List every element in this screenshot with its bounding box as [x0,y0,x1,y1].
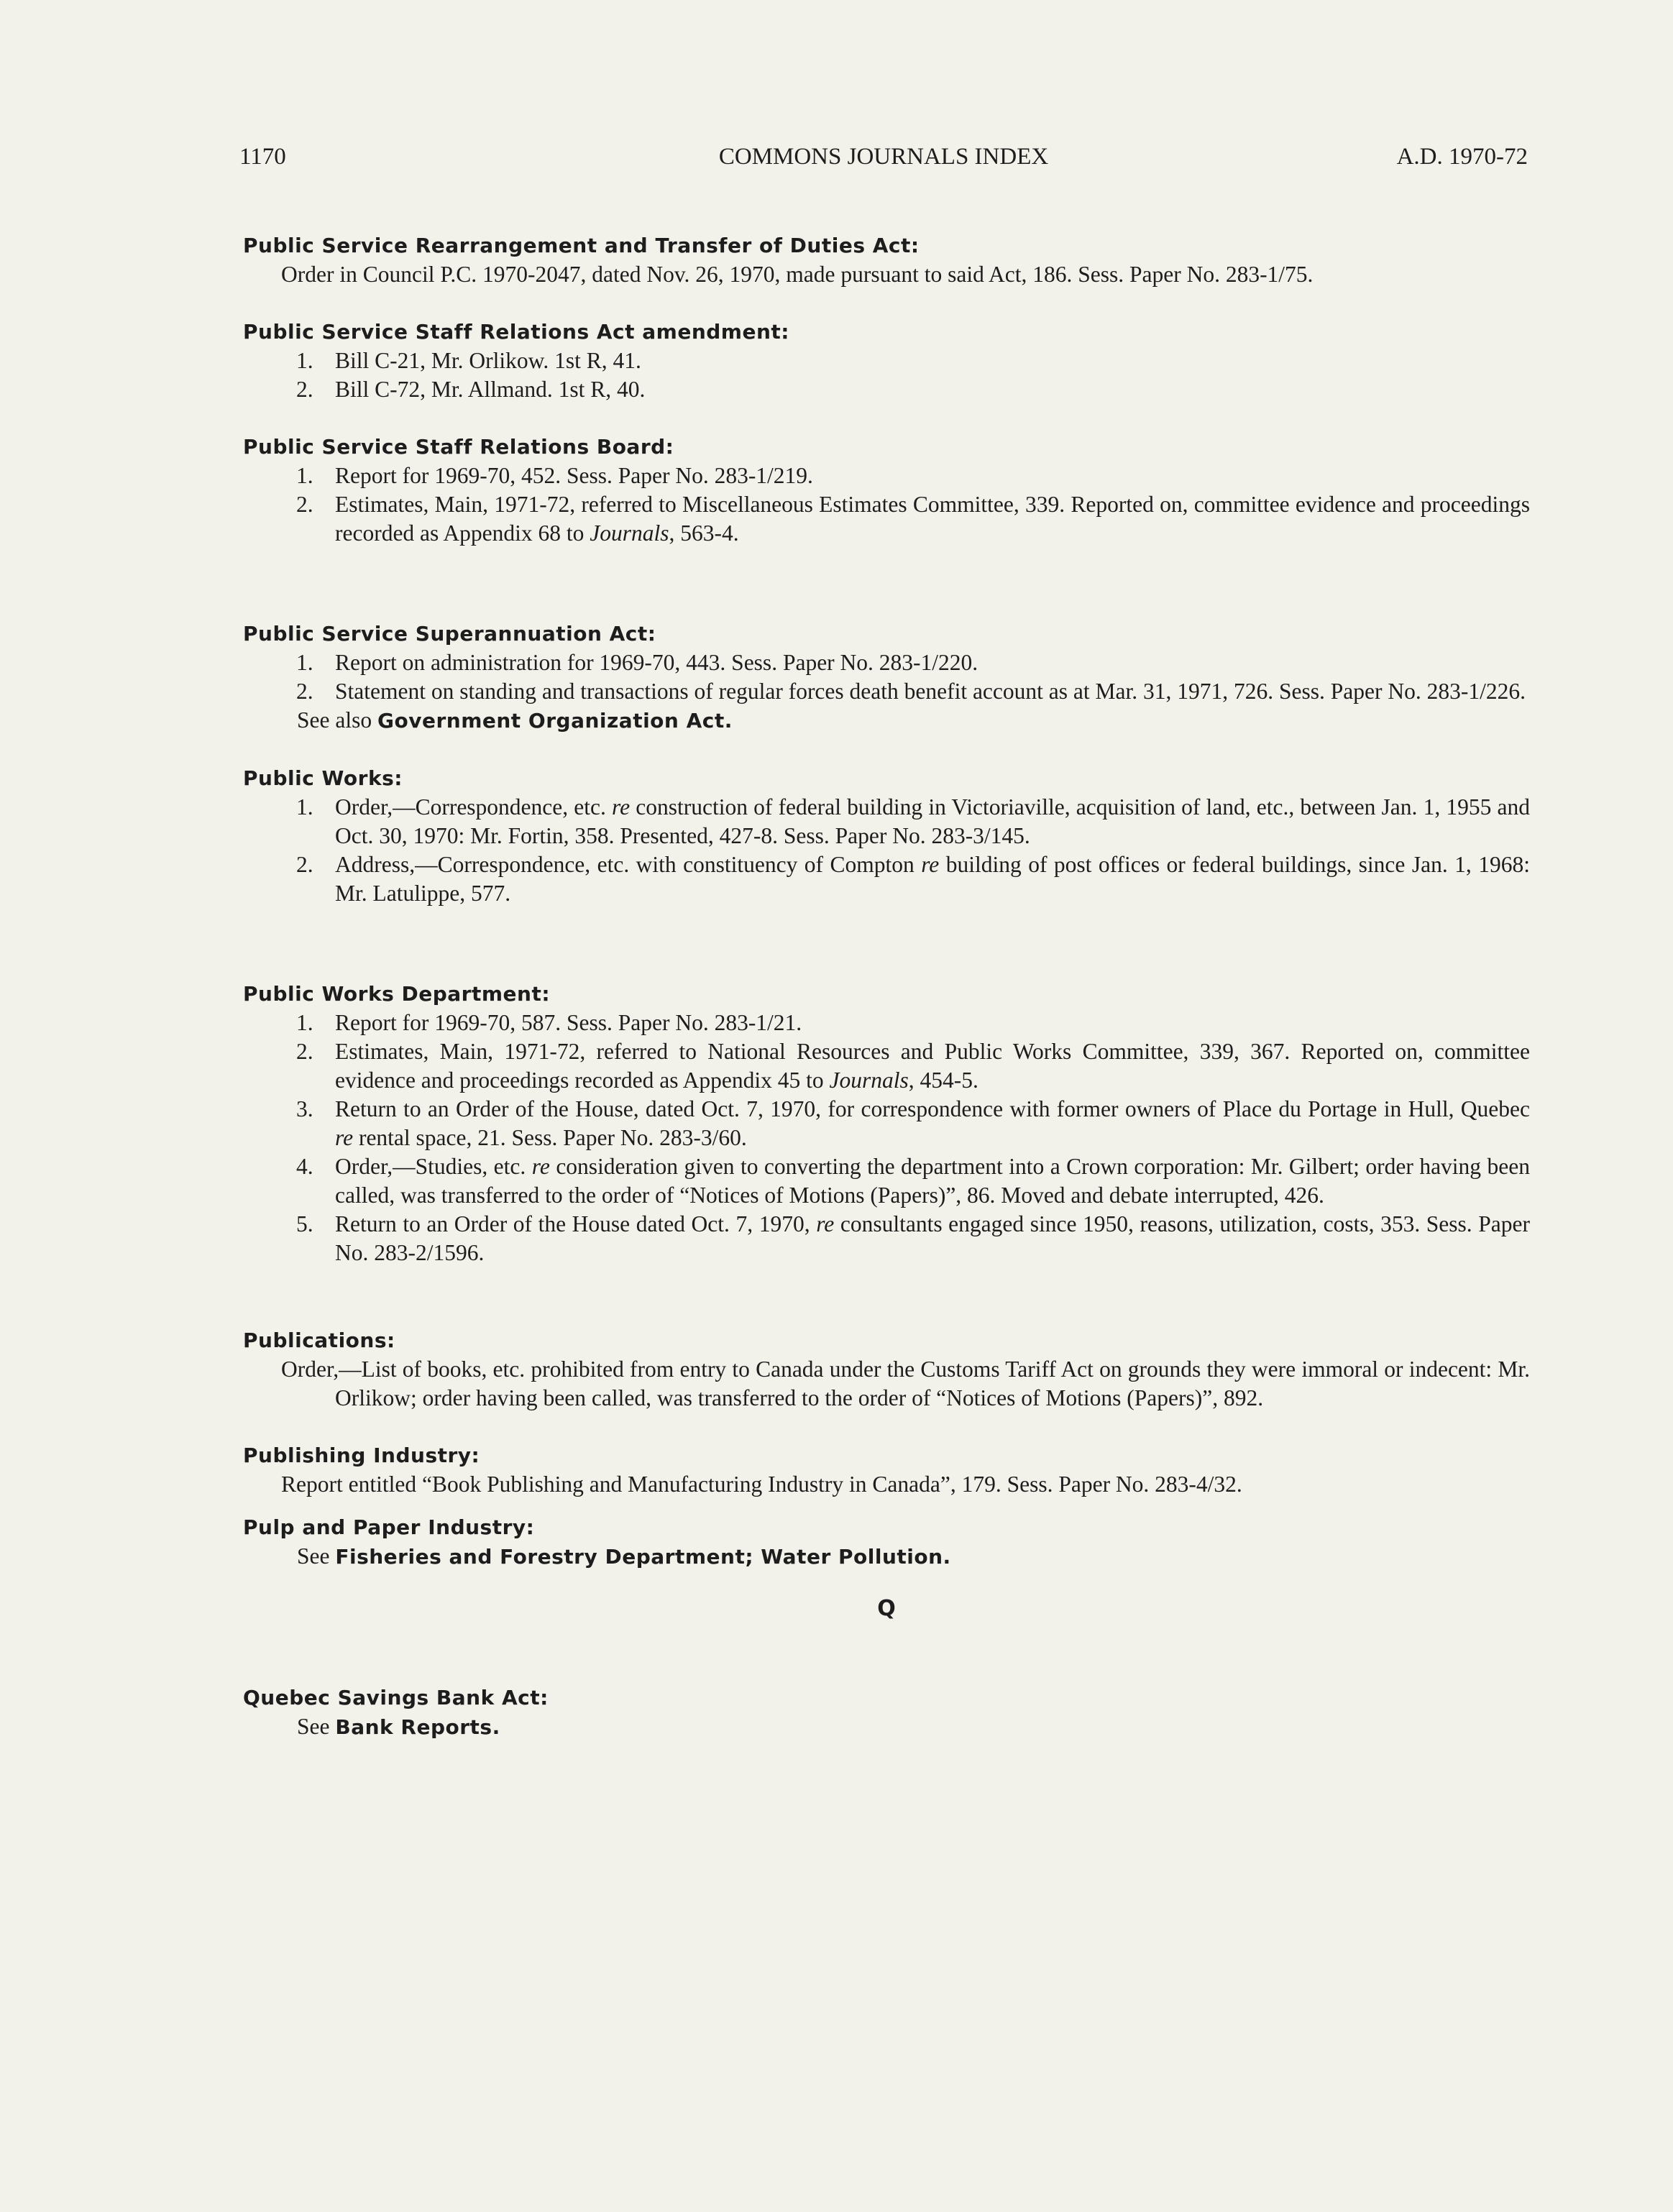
entry-paragraph: Order in Council P.C. 1970-2047, dated Nov. 26, 1970, made pursuant to said Act, 186. Sess. Paper No. 283-1/75. [281,262,1314,287]
index-entry [243,1684,1530,1742]
list-item [243,793,1530,850]
item-number: 1. [296,650,313,675]
item-number: 1. [296,794,313,820]
item-text: Order,—Correspondence, etc. [335,794,613,820]
list-item [243,677,1530,706]
list-item [243,1009,1530,1037]
item-number: 1. [296,463,313,488]
item-number: 2. [296,679,313,704]
item-text: Return to an Order of the House dated Oct. 7, 1970, [335,1211,817,1236]
index-entry [243,1326,1530,1413]
item-text: rental space, 21. Sess. Paper No. 283-3/60. [353,1125,747,1150]
page-date: A.D. 1970-72 [1396,144,1528,170]
item-text: Return to an Order of the House, dated Oct. 7, 1970, for correspondence with former owners of Place du Portage in Hull, Quebec [335,1096,1530,1121]
see-reference-target: Bank Reports. [335,1715,500,1739]
list-item [243,347,1530,375]
item-number: 2. [296,852,313,877]
index-entry [243,620,1530,735]
item-text: Order,—Studies, etc. [335,1154,532,1179]
page-header [239,144,1528,180]
index-entry [243,433,1530,548]
item-text-italic: re [612,794,631,820]
item-number: 2. [296,377,313,402]
item-text: construction of federal building in Victoriaville, acquisition of land, etc., between Jan. 1, 1955 and Oct. 30, 1970: Mr. Fortin, 358. Presented, 427-8. Sess. Paper No. 283-3/145. [335,794,1530,848]
item-text: , 563-4. [669,520,739,546]
item-text-italic: re [335,1125,354,1150]
item-text: Estimates, Main, 1971-72, referred to National Resources and Public Works Committee, 339, 367. Reported on, committee evidence and proceedings recorded as Appendix 45 to [335,1039,1530,1093]
list-item [243,490,1530,548]
entry-heading: Public Works: [243,766,403,790]
see-reference-target: Fisheries and Forestry Department; Water Pollution. [335,1545,951,1569]
item-number: 1. [296,1010,313,1035]
index-entry [243,1441,1530,1499]
index-entry [243,1513,1530,1571]
entry-heading: Public Service Rearrangement and Transfer of Duties Act: [243,234,920,257]
item-text: Report for 1969-70, 587. Sess. Paper No. 283-1/21. [335,1010,802,1035]
list-item [243,375,1530,404]
entry-heading: Pulp and Paper Industry: [243,1515,535,1539]
index-entry [243,980,1530,1267]
entry-heading: Public Service Superannuation Act: [243,622,656,646]
entry-heading: Public Service Staff Relations Act amendment: [243,320,789,344]
item-text: consultants engaged since 1950, reasons, utilization, costs, 353. Sess. Paper No. 283-2/1596. [335,1211,1530,1265]
item-text-italic: Journals [829,1068,909,1093]
item-number: 2. [296,492,313,517]
item-text: , 454-5. [908,1068,978,1093]
entry-heading: Quebec Savings Bank Act: [243,1686,549,1710]
item-text: Report on administration for 1969-70, 443. Sess. Paper No. 283-1/220. [335,650,978,675]
item-number: 5. [296,1211,313,1236]
list-item [243,648,1530,677]
index-entry [243,764,1530,908]
entry-heading: Publishing Industry: [243,1444,480,1467]
list-item [243,1095,1530,1152]
see-also-reference: Government Organization Act. [377,709,733,733]
item-text: Report for 1969-70, 452. Sess. Paper No. 283-1/219. [335,463,813,488]
page-number: 1170 [239,144,286,170]
index-entry [243,231,1530,289]
item-text-italic: re [531,1154,550,1179]
list-item [243,462,1530,490]
see-also [243,706,1530,735]
see-reference [243,1542,1530,1571]
item-text: Statement on standing and transactions of regular forces death benefit account as at Mar. 31, 1971, 726. Sess. Paper No. 283-1/226. [335,679,1526,704]
entry-paragraph: Report entitled “Book Publishing and Manufacturing Industry in Canada”, 179. Sess. Paper No. 283-4/32. [281,1472,1242,1497]
index-content [243,231,1530,1742]
item-text: building of post offices or federal buildings, since Jan. 1, 1968: Mr. Latulippe, 577. [335,852,1530,906]
item-text: Bill C-72, Mr. Allmand. 1st R, 40. [335,377,646,402]
see-reference [243,1712,1530,1742]
see-prefix: See [297,1714,336,1739]
item-text-italic: re [921,852,940,877]
list-item [243,1037,1530,1095]
item-text-italic: Journals [590,520,669,546]
item-text: Bill C-21, Mr. Orlikow. 1st R, 41. [335,348,641,373]
list-item [243,850,1530,908]
item-text: Address,—Correspondence, etc. with constituency of Compton [335,852,922,877]
item-text: Estimates, Main, 1971-72, referred to Miscellaneous Estimates Committee, 339. Reported on, committee evidence and proceedings recorded as Appendix 68 to [335,492,1530,546]
index-entry [243,318,1530,404]
item-number: 4. [296,1154,313,1179]
item-number: 1. [296,348,313,373]
entry-paragraph: Order,—List of books, etc. prohibited from entry to Canada under the Customs Tariff Act on grounds they were immoral or indecent: Mr. Orlikow; order having been called, was transferred to the order of “Notices of Motions (Papers)”, 892. [281,1357,1530,1410]
list-item [243,1210,1530,1267]
see-also-prefix: See also [297,707,377,733]
entry-heading: Public Service Staff Relations Board: [243,435,674,459]
section-letter: Q [877,1596,896,1621]
entry-heading: Public Works Department: [243,982,551,1006]
item-number: 3. [296,1096,313,1121]
item-number: 2. [296,1039,313,1064]
see-prefix: See [297,1543,336,1569]
item-text-italic: re [816,1211,835,1236]
item-text: consideration given to converting the department into a Crown corporation: Mr. Gilbert; order having been called, was transferred to the order of “Notices of Motions (Papers)”, 86. Moved and debate interrupted, 426. [335,1154,1530,1208]
list-item [243,1152,1530,1210]
entry-heading: Publications: [243,1328,395,1352]
page-title: COMMONS JOURNALS INDEX [718,144,1049,170]
